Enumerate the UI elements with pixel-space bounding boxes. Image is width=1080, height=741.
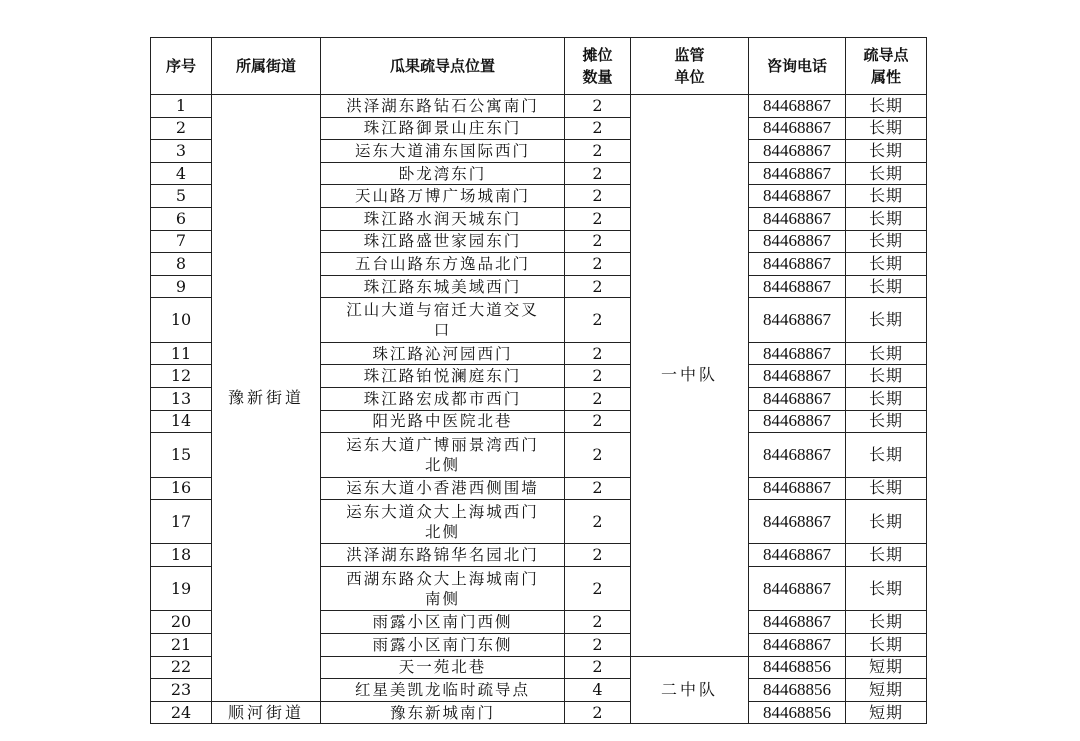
row-phone: 84468867 <box>749 140 846 163</box>
row-location <box>321 387 565 410</box>
row-location <box>321 477 565 500</box>
street-cell-shunhe: 顺河街道 <box>212 701 321 724</box>
row-phone: 84468867 <box>749 500 846 544</box>
row-attr: 长期 <box>846 567 927 611</box>
header-phone: 咨询电话 <box>749 38 846 95</box>
row-phone: 84468867 <box>749 634 846 657</box>
row-attr: 长期 <box>846 477 927 500</box>
row-index: 10 <box>151 298 212 342</box>
row-location <box>321 410 565 433</box>
row-attr: 长期 <box>846 162 927 185</box>
row-phone: 84468867 <box>749 117 846 140</box>
row-index: 14 <box>151 410 212 433</box>
row-location <box>321 611 565 634</box>
row-index: 12 <box>151 365 212 388</box>
location-line1: 珠江路盛世家园东门 <box>363 232 522 251</box>
location-line1: 运东大道广博丽景湾西门 <box>346 435 539 454</box>
row-phone: 84468867 <box>749 433 846 477</box>
row-stalls: 2 <box>565 365 631 388</box>
location-line1: 卧龙湾东门 <box>398 164 487 183</box>
row-location <box>321 634 565 657</box>
location-line1: 江山大道与宿迁大道交叉 <box>346 301 539 320</box>
location-line1: 洪泽湖东路锦华名园北门 <box>346 546 539 565</box>
row-location <box>321 117 565 140</box>
row-attr: 长期 <box>846 342 927 365</box>
row-attr: 长期 <box>846 185 927 208</box>
row-stalls: 2 <box>565 140 631 163</box>
row-stalls: 2 <box>565 500 631 544</box>
row-stalls: 2 <box>565 207 631 230</box>
row-phone: 84468867 <box>749 298 846 342</box>
table-body <box>151 95 927 724</box>
row-stalls: 2 <box>565 230 631 253</box>
row-phone: 84468867 <box>749 253 846 276</box>
row-attr: 长期 <box>846 410 927 433</box>
row-index: 4 <box>151 162 212 185</box>
location-line1: 豫东新城南门 <box>389 703 495 722</box>
row-index: 21 <box>151 634 212 657</box>
header-row <box>151 38 927 95</box>
row-phone: 84468867 <box>749 275 846 298</box>
header-index: 序号 <box>151 38 212 95</box>
location-line1: 珠江路沁河园西门 <box>372 344 513 363</box>
row-location <box>321 342 565 365</box>
fruit-guidance-points-table <box>150 37 927 724</box>
row-phone: 84468867 <box>749 207 846 230</box>
header-attr-line2: 属性 <box>870 68 901 86</box>
points-table-container <box>150 37 926 724</box>
row-stalls: 2 <box>565 162 631 185</box>
location-line1: 运东大道小香港西侧围墙 <box>346 479 539 498</box>
row-attr: 长期 <box>846 387 927 410</box>
row-attr: 短期 <box>846 656 927 679</box>
row-index: 23 <box>151 679 212 702</box>
header-stalls-line1: 摊位 <box>582 46 613 64</box>
header-location: 瓜果疏导点位置 <box>321 38 565 95</box>
header-stalls <box>565 38 631 95</box>
location-line1: 五台山路东方逸品北门 <box>354 254 530 273</box>
row-attr: 长期 <box>846 275 927 298</box>
row-index: 5 <box>151 185 212 208</box>
location-line1: 天山路万博广场城南门 <box>354 187 530 206</box>
header-attr-line1: 疏导点 <box>863 46 909 64</box>
location-line1: 珠江路东城美域西门 <box>363 277 522 296</box>
location-line1: 珠江路铂悦澜庭东门 <box>363 367 522 386</box>
row-attr: 长期 <box>846 611 927 634</box>
row-stalls: 2 <box>565 656 631 679</box>
row-location <box>321 567 565 611</box>
header-unit-line1: 监管 <box>674 46 705 64</box>
row-phone: 84468867 <box>749 162 846 185</box>
row-attr: 长期 <box>846 634 927 657</box>
row-index: 16 <box>151 477 212 500</box>
row-attr: 长期 <box>846 253 927 276</box>
row-stalls: 2 <box>565 275 631 298</box>
row-attr: 长期 <box>846 433 927 477</box>
row-location <box>321 365 565 388</box>
row-index: 24 <box>151 701 212 724</box>
row-index: 18 <box>151 544 212 567</box>
row-stalls: 2 <box>565 95 631 118</box>
location-line1: 阳光路中医院北巷 <box>372 412 513 431</box>
row-index: 1 <box>151 95 212 118</box>
row-index: 22 <box>151 656 212 679</box>
row-phone: 84468867 <box>749 230 846 253</box>
unit-cell-2: 二中队 <box>631 656 749 724</box>
row-index: 9 <box>151 275 212 298</box>
location-line1: 运东大道浦东国际西门 <box>354 141 530 160</box>
row-index: 13 <box>151 387 212 410</box>
row-index: 8 <box>151 253 212 276</box>
row-attr: 长期 <box>846 230 927 253</box>
location-line1: 红星美凯龙临时疏导点 <box>354 681 530 700</box>
location-line1: 洪泽湖东路钻石公寓南门 <box>346 96 539 115</box>
street-cell-yuxin: 豫新街道 <box>212 95 321 702</box>
location-line1: 运东大道众大上海城西门 <box>346 502 539 521</box>
row-stalls: 2 <box>565 634 631 657</box>
location-line1: 雨露小区南门东侧 <box>372 635 513 654</box>
row-phone: 84468867 <box>749 342 846 365</box>
row-index: 2 <box>151 117 212 140</box>
row-index: 6 <box>151 207 212 230</box>
row-attr: 长期 <box>846 500 927 544</box>
row-index: 19 <box>151 567 212 611</box>
row-phone: 84468856 <box>749 679 846 702</box>
row-index: 17 <box>151 500 212 544</box>
row-location <box>321 701 565 724</box>
row-location <box>321 207 565 230</box>
row-stalls: 2 <box>565 477 631 500</box>
row-phone: 84468867 <box>749 544 846 567</box>
row-phone: 84468856 <box>749 656 846 679</box>
row-attr: 长期 <box>846 117 927 140</box>
row-stalls: 2 <box>565 342 631 365</box>
row-location <box>321 656 565 679</box>
location-line2: 南侧 <box>424 589 460 608</box>
row-location <box>321 162 565 185</box>
row-stalls: 4 <box>565 679 631 702</box>
row-stalls: 2 <box>565 611 631 634</box>
location-line1: 天一苑北巷 <box>398 658 487 677</box>
row-attr: 长期 <box>846 207 927 230</box>
row-stalls: 2 <box>565 185 631 208</box>
row-index: 3 <box>151 140 212 163</box>
row-attr: 长期 <box>846 298 927 342</box>
row-phone: 84468867 <box>749 387 846 410</box>
location-line1: 西湖东路众大上海城南门 <box>346 569 539 588</box>
row-attr: 长期 <box>846 544 927 567</box>
header-attr <box>846 38 927 95</box>
row-attr: 长期 <box>846 140 927 163</box>
row-stalls: 2 <box>565 387 631 410</box>
row-phone: 84468867 <box>749 477 846 500</box>
header-unit <box>631 38 749 95</box>
row-attr: 短期 <box>846 701 927 724</box>
row-phone: 84468867 <box>749 410 846 433</box>
location-line2: 北侧 <box>424 455 460 474</box>
row-location <box>321 433 565 477</box>
row-location <box>321 140 565 163</box>
header-unit-line2: 单位 <box>674 68 705 86</box>
row-location <box>321 679 565 702</box>
location-line2: 口 <box>433 321 452 340</box>
row-stalls: 2 <box>565 544 631 567</box>
row-index: 20 <box>151 611 212 634</box>
location-line1: 珠江路御景山庄东门 <box>363 119 522 138</box>
row-index: 7 <box>151 230 212 253</box>
row-stalls: 2 <box>565 701 631 724</box>
row-location <box>321 185 565 208</box>
row-location <box>321 500 565 544</box>
header-street: 所属街道 <box>212 38 321 95</box>
table-row <box>151 701 927 724</box>
row-attr: 长期 <box>846 95 927 118</box>
location-line1: 珠江路宏成都市西门 <box>363 389 522 408</box>
row-phone: 84468867 <box>749 611 846 634</box>
row-location <box>321 298 565 342</box>
row-phone: 84468867 <box>749 567 846 611</box>
row-index: 11 <box>151 342 212 365</box>
location-line1: 珠江路水润天城东门 <box>363 209 522 228</box>
row-stalls: 2 <box>565 298 631 342</box>
row-stalls: 2 <box>565 410 631 433</box>
row-stalls: 2 <box>565 433 631 477</box>
row-stalls: 2 <box>565 253 631 276</box>
row-phone: 84468856 <box>749 701 846 724</box>
location-line1: 雨露小区南门西侧 <box>372 613 513 632</box>
row-location <box>321 275 565 298</box>
table-row <box>151 95 927 118</box>
header-stalls-line2: 数量 <box>582 68 613 86</box>
row-location <box>321 95 565 118</box>
row-stalls: 2 <box>565 567 631 611</box>
row-phone: 84468867 <box>749 185 846 208</box>
row-index: 15 <box>151 433 212 477</box>
row-phone: 84468867 <box>749 365 846 388</box>
row-location <box>321 544 565 567</box>
row-location <box>321 230 565 253</box>
unit-cell-1: 一中队 <box>631 95 749 657</box>
row-location <box>321 253 565 276</box>
row-stalls: 2 <box>565 117 631 140</box>
row-attr: 长期 <box>846 365 927 388</box>
location-line2: 北侧 <box>424 522 460 541</box>
row-phone: 84468867 <box>749 95 846 118</box>
row-attr: 短期 <box>846 679 927 702</box>
